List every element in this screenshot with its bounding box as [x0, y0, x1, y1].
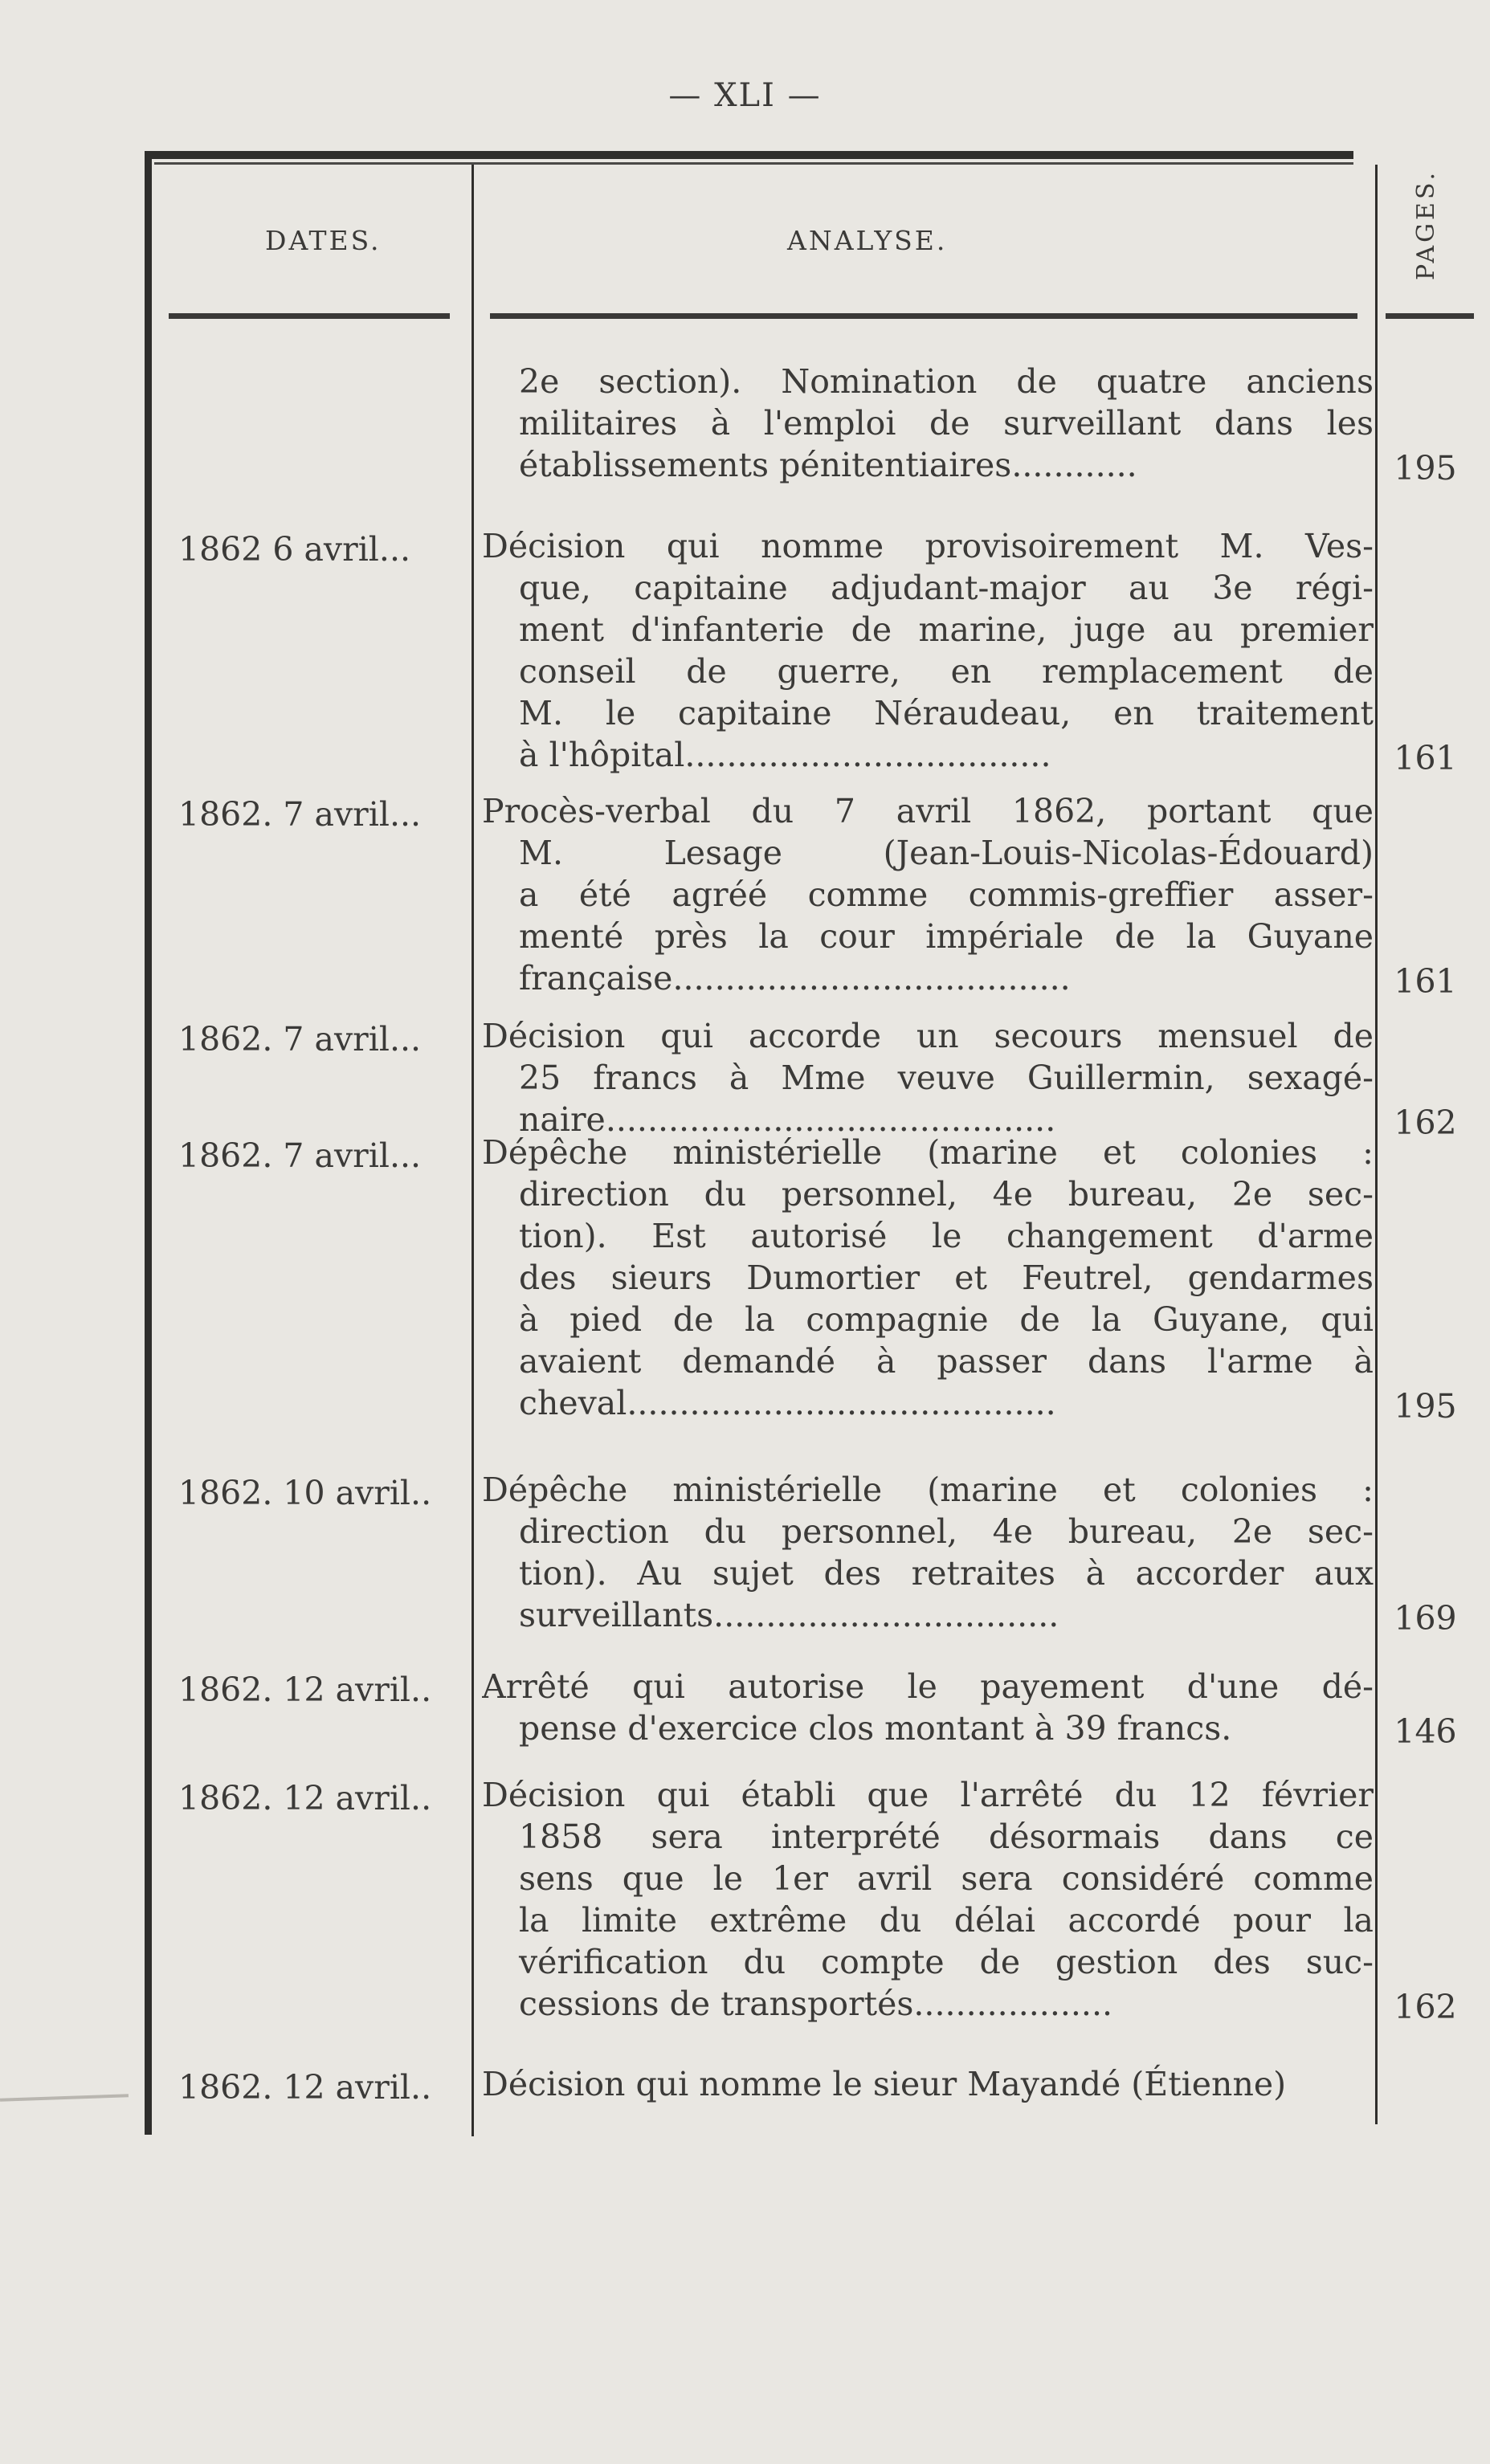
entry-date: 1862. 7 avril... — [178, 795, 422, 834]
entry-date: 1862. 7 avril... — [178, 1136, 422, 1175]
column-header-dates: DATES. — [265, 225, 382, 256]
entry-date: 1862. 7 avril... — [178, 1020, 422, 1059]
analysis-line: direction du personnel, 4e bureau, 2e sec- — [519, 1175, 1374, 1214]
analysis-line: Décision qui nomme le sieur Mayandé (Étienne) — [482, 2065, 1287, 2103]
analysis-line: vérification du compte de gestion des suc- — [519, 1943, 1374, 1981]
entry-analysis — [482, 1132, 1374, 1424]
analysis-line: sens que le 1er avril sera considéré comme — [519, 1859, 1374, 1898]
entry-analysis — [482, 361, 1374, 486]
analysis-line: Décision qui nomme provisoirement M. Ves- — [482, 527, 1374, 565]
analysis-line: Dépêche ministérielle (marine et colonies : — [482, 1471, 1374, 1509]
entry-date: 1862 6 avril... — [178, 530, 411, 569]
analysis-line: pense d'exercice clos montant à 39 francs. — [519, 1709, 1232, 1748]
pages-column-divider — [1375, 165, 1378, 2124]
analysis-line: établissements pénitentiaires............ — [519, 446, 1137, 484]
entry-analysis — [482, 1469, 1374, 1636]
analysis-line: la limite extrême du délai accordé pour la — [519, 1901, 1374, 1940]
analysis-line: ment d'infanterie de marine, juge au premier — [519, 610, 1374, 649]
analysis-line: des sieurs Dumortier et Feutrel, gendarmes — [519, 1259, 1374, 1297]
entry-page-number: 169 — [1394, 1599, 1457, 1638]
analysis-line: avaient demandé à passer dans l'arme à — [519, 1342, 1374, 1381]
margin-smudge — [0, 2094, 129, 2102]
entry-date: 1862. 12 avril.. — [178, 2068, 432, 2107]
analysis-line: direction du personnel, 4e bureau, 2e sec- — [519, 1512, 1374, 1551]
analysis-line: 25 francs à Mme veuve Guillermin, sexagé- — [519, 1059, 1374, 1097]
analysis-line: Décision qui établi que l'arrêté du 12 février — [482, 1776, 1374, 1814]
page-header: — XLI — — [668, 77, 822, 114]
column-header-pages: PAGES. — [1412, 169, 1440, 280]
entry-analysis — [482, 1774, 1374, 2025]
column-header-analysis: ANALYSE. — [787, 225, 948, 256]
analysis-line: surveillants................................. — [519, 1596, 1059, 1634]
entry-page-number: 161 — [1394, 739, 1457, 777]
analysis-line: que, capitaine adjudant-major au 3e régi- — [519, 569, 1374, 607]
analysis-line: Dépêche ministérielle (marine et colonies : — [482, 1133, 1374, 1172]
analysis-line: M. le capitaine Néraudeau, en traitement — [519, 694, 1374, 732]
analysis-line: française...................................... — [519, 959, 1071, 997]
entry-page-number: 162 — [1394, 1988, 1457, 2026]
entry-date: 1862. 12 avril.. — [178, 1779, 432, 1817]
analysis-line: Procès-verbal du 7 avril 1862, portant que — [482, 792, 1374, 830]
analysis-line: Arrêté qui autorise le payement d'une dé- — [482, 1667, 1374, 1706]
analysis-line: M. Lesage (Jean-Louis-Nicolas-Édouard) — [519, 834, 1374, 872]
entry-analysis — [482, 525, 1374, 776]
entry-page-number: 161 — [1394, 962, 1457, 1001]
analysis-line: 1858 sera interprété désormais dans ce — [519, 1817, 1374, 1856]
analysis-line: à pied de la compagnie de la Guyane, qui — [519, 1300, 1374, 1339]
analysis-line: tion). Au sujet des retraites à accorder aux — [519, 1554, 1374, 1593]
analysis-line: conseil de guerre, en remplacement de — [519, 652, 1374, 691]
analysis-line: Décision qui accorde un secours mensuel de — [482, 1017, 1374, 1055]
analysis-line: à l'hôpital................................... — [519, 736, 1051, 774]
entry-analysis — [482, 1666, 1374, 1749]
analysis-line: naire........................................... — [519, 1100, 1056, 1139]
analysis-line: militaires à l'emploi de surveillant dans les — [519, 404, 1374, 443]
analysis-line: cessions de transportés................... — [519, 1985, 1113, 2023]
entry-page-number: 146 — [1394, 1712, 1457, 1751]
analysis-line: menté près la cour impériale de la Guyane — [519, 917, 1374, 956]
entry-page-number: 162 — [1394, 1103, 1457, 1142]
entry-analysis — [482, 2063, 1374, 2105]
entry-date: 1862. 12 avril.. — [178, 1671, 432, 1709]
entry-date: 1862. 10 avril.. — [178, 1474, 432, 1512]
entry-page-number: 195 — [1394, 1387, 1457, 1426]
analysis-line: a été agréé comme commis-greffier asser- — [519, 875, 1374, 914]
analysis-line: 2e section). Nomination de quatre anciens — [519, 362, 1374, 401]
entry-analysis — [482, 790, 1374, 999]
entry-page-number: 195 — [1394, 449, 1457, 487]
analysis-line: tion). Est autorisé le changement d'arme — [519, 1217, 1374, 1255]
analysis-line: cheval......................................... — [519, 1384, 1056, 1422]
entry-analysis — [482, 1015, 1374, 1140]
